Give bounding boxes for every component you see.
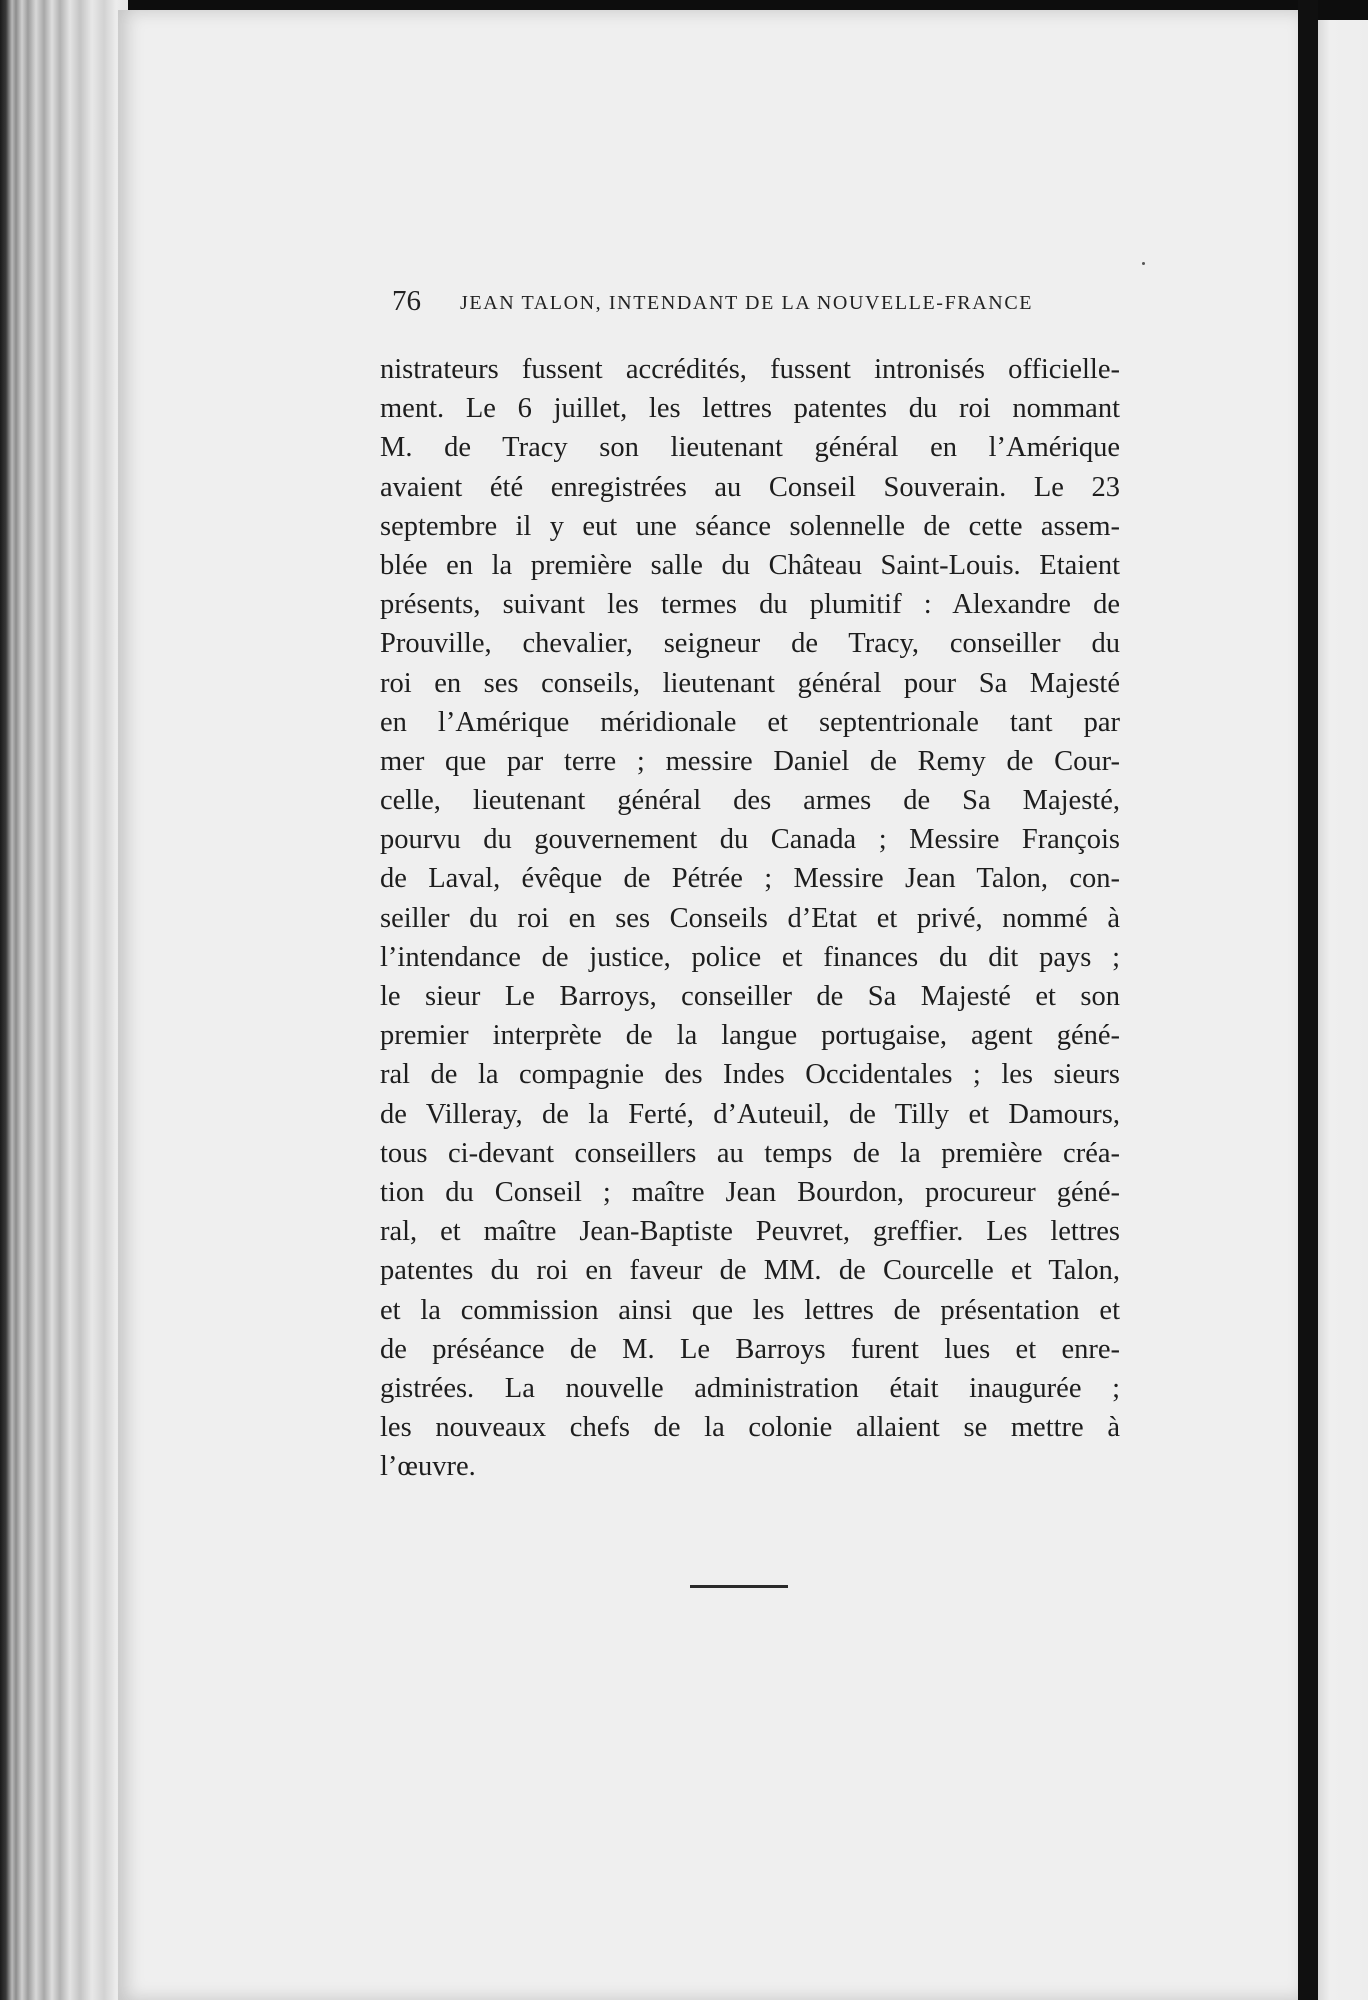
- text-line: patentes du roi en faveur de MM. de Courcelle et Talon,: [380, 1255, 1120, 1287]
- text-line: présents, suivant les termes du plumitif : Alexandre de: [380, 589, 1120, 621]
- text-line: gistrées. La nouvelle administration était inaugurée ;: [380, 1372, 1120, 1404]
- text-line: celle, lieutenant général des armes de Sa Majesté,: [380, 785, 1120, 817]
- text-line: en l’Amérique méridionale et septentrionale tant par: [380, 706, 1120, 738]
- text-line: les nouveaux chefs de la colonie allaient se mettre à: [380, 1412, 1120, 1444]
- text-line: et la commission ainsi que les lettres de présentation et: [380, 1294, 1120, 1326]
- book-spine-shadow: [1298, 0, 1318, 2000]
- text-line: ral de la compagnie des Indes Occidentales ; les sieurs: [380, 1059, 1120, 1091]
- running-head-title: JEAN TALON, INTENDANT DE LA NOUVELLE-FRANCE: [460, 292, 1034, 314]
- text-line: l’intendance de justice, police et finances du dit pays ;: [380, 941, 1120, 973]
- text-line: tion du Conseil ; maître Jean Bourdon, procureur géné-: [380, 1176, 1120, 1208]
- text-line: mer que par terre ; messire Daniel de Remy de Cour-: [380, 745, 1120, 777]
- text-line: ment. Le 6 juillet, les lettres patentes du roi nommant: [380, 393, 1120, 425]
- text-line: M. de Tracy son lieutenant général en l’Amérique: [380, 432, 1120, 464]
- body-paragraph: [380, 350, 1120, 1486]
- running-head: [392, 283, 1112, 323]
- text-line: avaient été enregistrées au Conseil Souverain. Le 23: [380, 471, 1120, 503]
- text-line: ral, et maître Jean-Baptiste Peuvret, greffier. Les lettres: [380, 1216, 1120, 1248]
- text-line: de préséance de M. Le Barroys furent lues et enre-: [380, 1333, 1120, 1365]
- text-line: de Villeray, de la Ferté, d’Auteuil, de Tilly et Damours,: [380, 1098, 1120, 1130]
- page-number: 76: [392, 285, 421, 317]
- facing-page-edge: [1318, 20, 1368, 2000]
- scan-top-border-right: [1318, 0, 1368, 20]
- section-end-rule: [690, 1585, 788, 1588]
- text-line: roi en ses conseils, lieutenant général pour Sa Majesté: [380, 667, 1120, 699]
- text-line: l’œuvre.: [380, 1451, 476, 1483]
- text-line: le sieur Le Barroys, conseiller de Sa Majesté et son: [380, 981, 1120, 1012]
- text-line: nistrateurs fussent accrédités, fussent intronisés officielle-: [380, 354, 1120, 385]
- text-line: blée en la première salle du Château Saint-Louis. Etaient: [380, 549, 1120, 581]
- text-line: premier interprète de la langue portugaise, agent géné-: [380, 1020, 1120, 1052]
- paper-speck: [1142, 262, 1145, 265]
- text-line: seiller du roi en ses Conseils d’Etat et privé, nommé à: [380, 902, 1120, 934]
- book-page-edges: [0, 0, 128, 2000]
- text-line: de Laval, évêque de Pétrée ; Messire Jean Talon, con-: [380, 863, 1120, 895]
- text-line: Prouville, chevalier, seigneur de Tracy, conseiller du: [380, 628, 1120, 660]
- text-line: septembre il y eut une séance solennelle de cette assem-: [380, 510, 1120, 542]
- text-line: pourvu du gouvernement du Canada ; Messire François: [380, 824, 1120, 856]
- text-line: tous ci-devant conseillers au temps de la première créa-: [380, 1137, 1120, 1169]
